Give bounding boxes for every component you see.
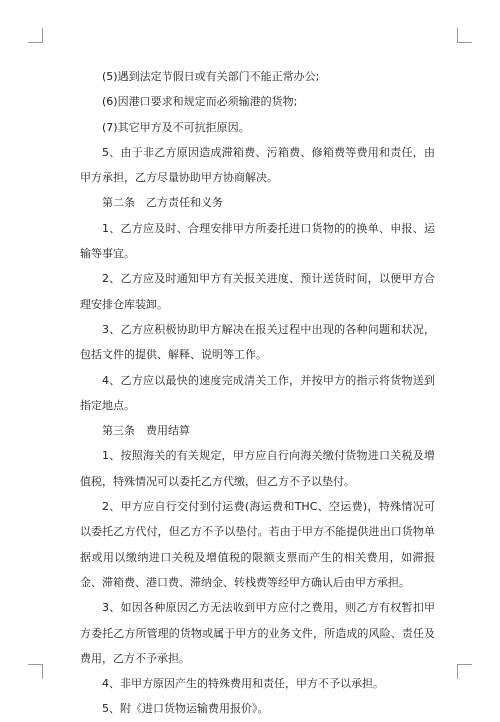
- crop-mark-bottom-left: [28, 664, 43, 679]
- crop-mark-top-left: [28, 28, 43, 43]
- clause-paragraph: 4、非甲方原因产生的特殊费用和责任，甲方不予以承担。: [102, 677, 384, 691]
- clause-item-6: (6)因港口要求和规定而必须输港的货物;: [102, 95, 298, 109]
- clause-paragraph: 1、按照海关的有关规定，甲方应自行向海关缴付货物进口关税及增值税，特殊情况可以委托乙方代缴，但乙方不予以垫付。: [80, 449, 435, 488]
- section-heading: 第二条 乙方责任和义务: [102, 196, 223, 210]
- clause-paragraph: 3、如因各种原因乙方无法收到甲方应付之费用，则乙方有权暂扣甲方委托乙方所管理的货物或属于甲方的业务文件，所造成的风险、责任及费用，乙方不予承担。: [80, 601, 435, 665]
- clause-paragraph: 1、乙方应及时、合理安排甲方所委托进口货物的的换单、申报、运输等事宜。: [80, 221, 435, 261]
- clause-paragraph: 2、乙方应及时通知甲方有关报关进度、预计送货时间，以便甲方合理安排仓库装卸。: [80, 272, 435, 311]
- clause-paragraph: 3、乙方应积极协助甲方解决在报关过程中出现的各种问题和状况，包括文件的提供、解释、说明等工作。: [80, 322, 435, 362]
- clause-paragraph: 4、乙方应以最快的速度完成清关工作，并按甲方的指示将货物送到指定地点。: [80, 373, 435, 412]
- clause-paragraph: 2、甲方应自行交付到付运费(海运费和THC、空运费)，特殊情况可以委托乙方代付，但乙方不予以垫付。若由于甲方不能提供进出口货物单据或用以缴纳进口关税及增值税的限额支票而产生的相关费用，如滞报金、滞箱费、港口费、滞纳金、转栈费等经甲方确认后由甲方承担。: [80, 500, 435, 589]
- crop-mark-top-right: [457, 28, 472, 43]
- document-body: [80, 64, 435, 722]
- clause-paragraph: 5、附《进口货物运输费用报价》。: [102, 702, 269, 716]
- clause-item-7: (7)其它甲方及不可抗拒原因。: [102, 120, 250, 134]
- clause-item-5: (5)遇到法定节假日或有关部门不能正常办公;: [102, 70, 320, 83]
- clause-paragraph: 5、由于非乙方原因造成滞箱费、污箱费、修箱费等费用和责任，由甲方承担，乙方尽量协助甲方协商解决。: [80, 145, 435, 185]
- section-heading: 第三条 费用结算: [102, 424, 190, 438]
- crop-mark-bottom-right: [457, 664, 472, 679]
